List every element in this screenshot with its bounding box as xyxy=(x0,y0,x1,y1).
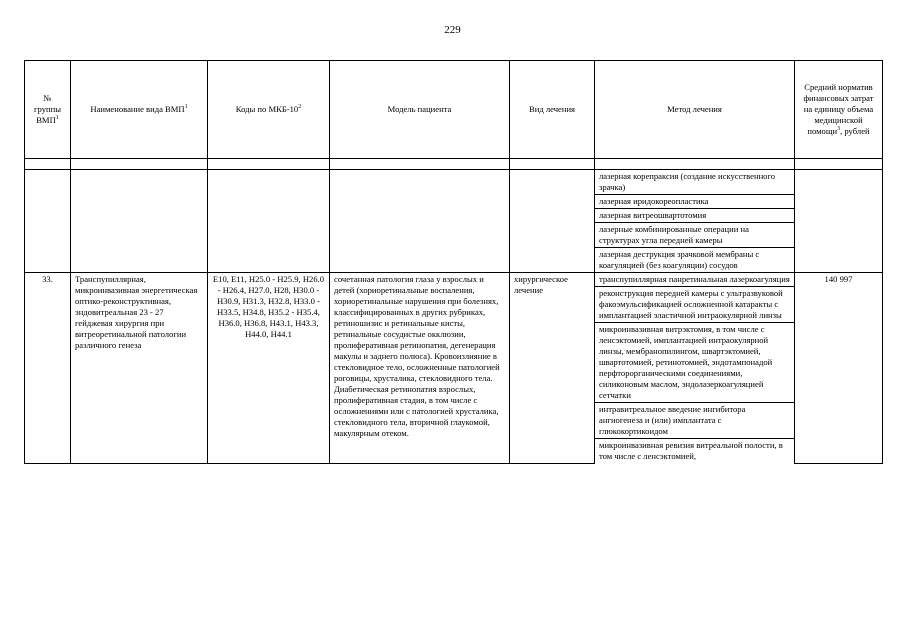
icd-codes: E10, E11, H25.0 - H25.9, H26.0 - H26.4, H27.0, H28, H30.0 - H30.9, H31.3, H32.8, H33.0 - H33.5, H34.8, H35.2 - H35.4, H36.0, H36.8, H43.1, H43.3, H44.0, H44.1 xyxy=(208,273,330,464)
method-cell: транспупиллярная панретинальная лазеркоагуляция xyxy=(595,273,795,287)
table-row xyxy=(25,273,883,287)
vmp-name: Транспупиллярная, микроинвазивная энергетическая оптико-реконструктивная, эндовитреальная 23 - 27 гейджевая хирургия при витреоретинальной патологии различного генеза xyxy=(71,273,208,464)
header-row xyxy=(25,61,883,159)
spacer-row xyxy=(25,159,883,170)
treatment-type: хирургическое лечение xyxy=(510,273,595,464)
method-cell: лазерная иридокореопластика xyxy=(595,195,795,209)
header-model: Модель пациента xyxy=(330,61,510,159)
patient-model: сочетанная патология глаза у взрослых и детей (хориоретинальные воспаления, хориоретинальные нарушения при болезнях, классифицированных в других рубриках, ретиношизис и ретинальные кисты, ретинальные сосудистые окклюзии, пролиферативная ретинопатия, дегенерация макулы и заднего полюса). Кровоизлияние в стекловидное тело, осложненные патологией роговицы, хрусталика, стекловидного тела. Диабетическая ретинопатия взрослых, пролиферативная стадия, в том числе с осложнениями или с патологией хрусталика, стекловидного тела, вторичной глаукомой, макулярным отеком. xyxy=(330,273,510,464)
vmp-table xyxy=(24,60,883,464)
method-cell: лазерные комбинированные операции на структурах угла передней камеры xyxy=(595,223,795,248)
method-cell: микроинвазивная ревизия витреальной полости, в том числе с ленсэктомией, xyxy=(595,439,795,464)
method-cell: интравитреальное введение ингибитора ангиогенеза и (или) имплантата с глюкокортикоидом xyxy=(595,403,795,439)
page-number: 229 xyxy=(444,24,461,36)
header-treatment-type: Вид лечения xyxy=(510,61,595,159)
method-cell: микроинвазивная витрэктомия, в том числе с ленсэктомией, имплантацией интраокулярной линзы, мембранопилингом, швартэктомией, швартотомией, ретинотомией, эндотампонадой перфторорганическими соединениями, силиконовым маслом, эндолазеркоагуляцией сетчатки xyxy=(595,323,795,403)
header-method: Метод лечения xyxy=(595,61,795,159)
header-codes: Коды по МКБ-$10^2$ xyxy=(208,61,330,159)
cost-value: 140 997 xyxy=(795,273,883,464)
continuation-row xyxy=(25,170,883,195)
group-number: 33. xyxy=(25,273,71,464)
method-cell: лазерная деструкция зрачковой мембраны с коагуляцией (без коагуляции) сосудов xyxy=(595,248,795,273)
method-cell: лазерная витреошвартотомия xyxy=(595,209,795,223)
header-group: № группы ВМП$^1$ xyxy=(25,61,71,159)
method-cell: лазерная корепраксия (создание искусственного зрачка) xyxy=(595,170,795,195)
method-cell: реконструкция передней камеры с ультразвуковой факоэмульсификацией осложненной катаракты с имплантацией эластичной интраокулярной линзы xyxy=(595,287,795,323)
header-cost: Средний норматив финансовых затрат на единицу объема медицинской помощи$^3$, рублей xyxy=(795,61,883,159)
header-name: Наименование вида ВМП$^1$ xyxy=(71,61,208,159)
